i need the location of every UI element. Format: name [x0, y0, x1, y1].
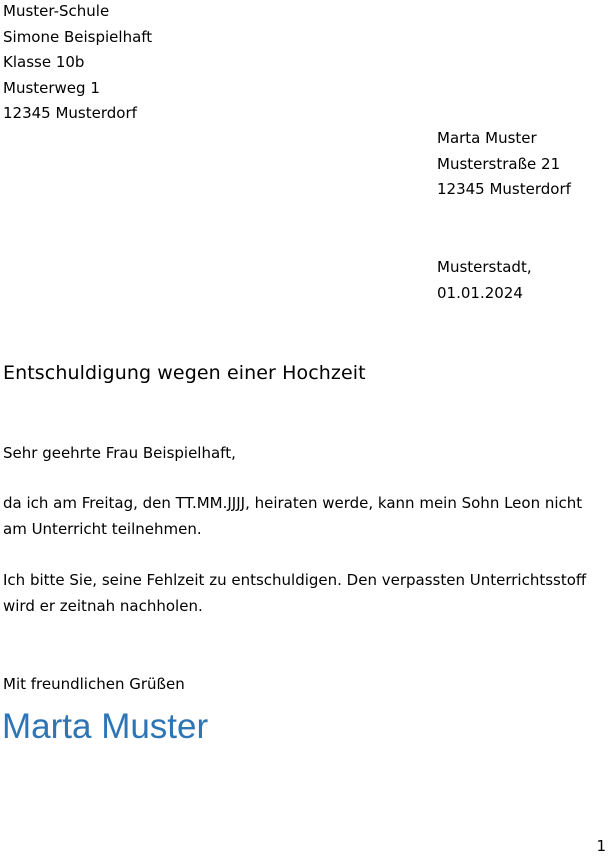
sender-city: 12345 Musterdorf [3, 104, 137, 122]
body-paragraph-1: da ich am Freitag, den TT.MM.JJJJ, heiraten werde, kann mein Sohn Leon nicht am Unterricht teilnehmen. [3, 494, 583, 538]
body-paragraph-2: Ich bitte Sie, seine Fehlzeit zu entschuldigen. Den verpassten Unterrichtsstoff wird er zeitnah nachholen. [3, 571, 587, 615]
recipient-street: Musterstraße 21 [437, 154, 561, 173]
letter-salutation: Sehr geehrte Frau Beispielhaft, [3, 444, 236, 462]
sender-street: Musterweg 1 [3, 78, 100, 97]
signature: Marta Muster [2, 707, 209, 746]
page-number: 1 [596, 837, 606, 855]
date-value: 01.01.2024 [437, 283, 523, 302]
letter-closing: Mit freundlichen Grüßen [3, 675, 185, 693]
letter-subject: Entschuldigung wegen einer Hochzeit [3, 362, 366, 384]
sender-address-block [3, 0, 152, 127]
recipient-address-block [437, 126, 571, 203]
date-place: Musterstadt, [437, 258, 532, 276]
sender-class: Klasse 10b [3, 53, 85, 71]
sender-school: Muster-Schule [3, 2, 110, 20]
recipient-name: Marta Muster [437, 129, 537, 147]
date-block [437, 255, 532, 306]
recipient-city: 12345 Musterdorf [437, 180, 571, 199]
sender-teacher: Simone Beispielhaft [3, 27, 153, 46]
